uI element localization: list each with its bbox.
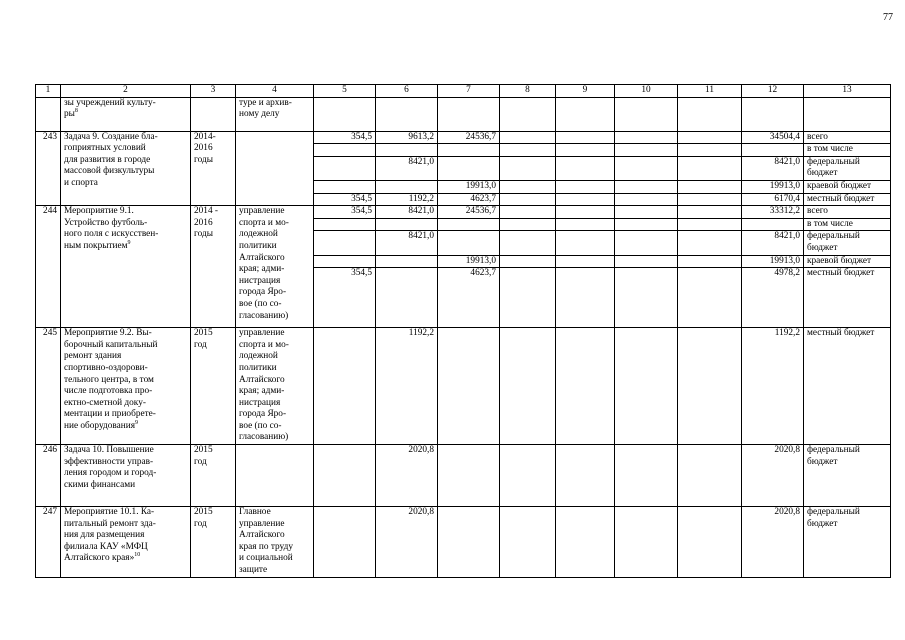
cell-source: федеральный бюджет: [804, 445, 891, 507]
cell-value: 19913,0: [742, 180, 804, 193]
col-header: 7: [438, 85, 500, 98]
footnote-mark: 8: [74, 108, 78, 115]
row-period: 2015 год: [191, 445, 236, 507]
cell-value: 1192,2: [376, 328, 438, 445]
row-number: [36, 97, 61, 131]
header-row: [36, 85, 891, 98]
table-row: [36, 507, 891, 578]
cell-value: 4978,2: [742, 268, 804, 328]
cell-value: 4623,7: [438, 268, 500, 328]
col-header: 3: [191, 85, 236, 98]
table-row: [36, 328, 891, 445]
cell-source: в том числе: [804, 144, 891, 157]
row-name-text: Мероприятие 10.1. Ка- питальный ремонт зда- ния для размещения филиала КАУ «МФЦ Алтайского края»: [64, 507, 156, 564]
cell-value: 24536,7: [438, 206, 500, 219]
cell-value: 1192,2: [376, 193, 438, 206]
cell-value: 354,5: [314, 268, 376, 328]
cell-source: краевой бюджет: [804, 255, 891, 268]
col-header: 12: [742, 85, 804, 98]
col-header: 4: [236, 85, 314, 98]
cell-value: 19913,0: [438, 180, 500, 193]
col-header: 5: [314, 85, 376, 98]
cell-source: местный бюджет: [804, 328, 891, 445]
cell-value: 354,5: [314, 131, 376, 144]
row-name-text: Мероприятие 9.1. Устройство футболь- ного поля с искусствен- ным покрытием: [64, 206, 159, 251]
col-header: 10: [615, 85, 678, 98]
cell-value: 19913,0: [438, 255, 500, 268]
budget-table: [35, 84, 891, 578]
row-number: 247: [36, 507, 61, 578]
cell-source: федеральный бюджет: [804, 507, 891, 578]
row-executor: управление спорта и мо- лодежной политики Алтайского края; адми- нистрация города Яро- вое (по со- гласованию): [236, 328, 314, 445]
row-name: [61, 507, 191, 578]
row-name: [61, 328, 191, 445]
cell-value: 8421,0: [376, 206, 438, 219]
cell-value: 2020,8: [742, 507, 804, 578]
row-name: Задача 10. Повышение эффективности управ- ления городом и город- скими финансами: [61, 445, 191, 507]
row-period: 2014 - 2016 годы: [191, 206, 236, 328]
page-number: 77: [883, 12, 893, 23]
cell-source: всего: [804, 131, 891, 144]
cell-value: 2020,8: [376, 445, 438, 507]
row-period: 2015 год: [191, 507, 236, 578]
cell-value: 6170,4: [742, 193, 804, 206]
cell-value: 2020,8: [742, 445, 804, 507]
cell-source: краевой бюджет: [804, 180, 891, 193]
table-row: [36, 445, 891, 507]
cell-source: федеральный бюджет: [804, 156, 891, 180]
col-header: 8: [500, 85, 556, 98]
col-header: 9: [556, 85, 615, 98]
cell-source: местный бюджет: [804, 268, 891, 328]
col-header: 6: [376, 85, 438, 98]
cell-value: 4623,7: [438, 193, 500, 206]
cell-value: 19913,0: [742, 255, 804, 268]
footnote-mark: 10: [134, 552, 141, 559]
row-number: 245: [36, 328, 61, 445]
row-name-text: зы учреждений культу- ры: [64, 97, 156, 120]
cell-value: 2020,8: [376, 507, 438, 578]
col-header: 11: [678, 85, 742, 98]
table-row: [36, 131, 891, 144]
row-name: [61, 97, 191, 131]
row-executor: [236, 445, 314, 507]
col-header: 1: [36, 85, 61, 98]
cell-value: 8421,0: [376, 231, 438, 255]
row-executor: управление спорта и мо- лодежной политики Алтайского края; адми- нистрация города Яро- вое (по со- гласованию): [236, 206, 314, 328]
cell-value: 1192,2: [742, 328, 804, 445]
row-number: 243: [36, 131, 61, 206]
row-period: 2014- 2016 годы: [191, 131, 236, 206]
cell-value: 8421,0: [742, 231, 804, 255]
row-executor: [236, 131, 314, 206]
cell-source: местный бюджет: [804, 193, 891, 206]
footnote-mark: 9: [127, 239, 131, 246]
col-header: 2: [61, 85, 191, 98]
cell-value: 24536,7: [438, 131, 500, 144]
row-number: 246: [36, 445, 61, 507]
row-number: 244: [36, 206, 61, 328]
col-header: 13: [804, 85, 891, 98]
row-executor: Главное управление Алтайского края по труду и социальной защите: [236, 507, 314, 578]
cell-source: федеральный бюджет: [804, 231, 891, 255]
cell-value: 34504,4: [742, 131, 804, 144]
cell-source: всего: [804, 206, 891, 219]
table-row: [36, 206, 891, 219]
row-period: 2015 год: [191, 328, 236, 445]
table-row: [36, 97, 891, 131]
row-executor: туре и архив- ному делу: [236, 97, 314, 131]
cell-value: 354,5: [314, 193, 376, 206]
row-name: Задача 9. Создание бла- гоприятных условий для развития в городе массовой физкультуры и спорта: [61, 131, 191, 206]
row-name: [61, 206, 191, 328]
cell-source: в том числе: [804, 218, 891, 231]
row-name-text: Мероприятие 9.2. Вы- борочный капитальный ремонт здания спортивно-оздорови- тельного центра, в том числе подготовка про- ектно-сметной доку- ментации и приобрете- ние оборудования: [64, 328, 158, 431]
cell-value: 354,5: [314, 206, 376, 219]
cell-value: 33312,2: [742, 206, 804, 219]
cell-value: 8421,0: [742, 156, 804, 180]
row-period: [191, 97, 236, 131]
footnote-mark: 9: [135, 419, 139, 426]
cell-value: 8421,0: [376, 156, 438, 180]
cell-value: 9613,2: [376, 131, 438, 144]
